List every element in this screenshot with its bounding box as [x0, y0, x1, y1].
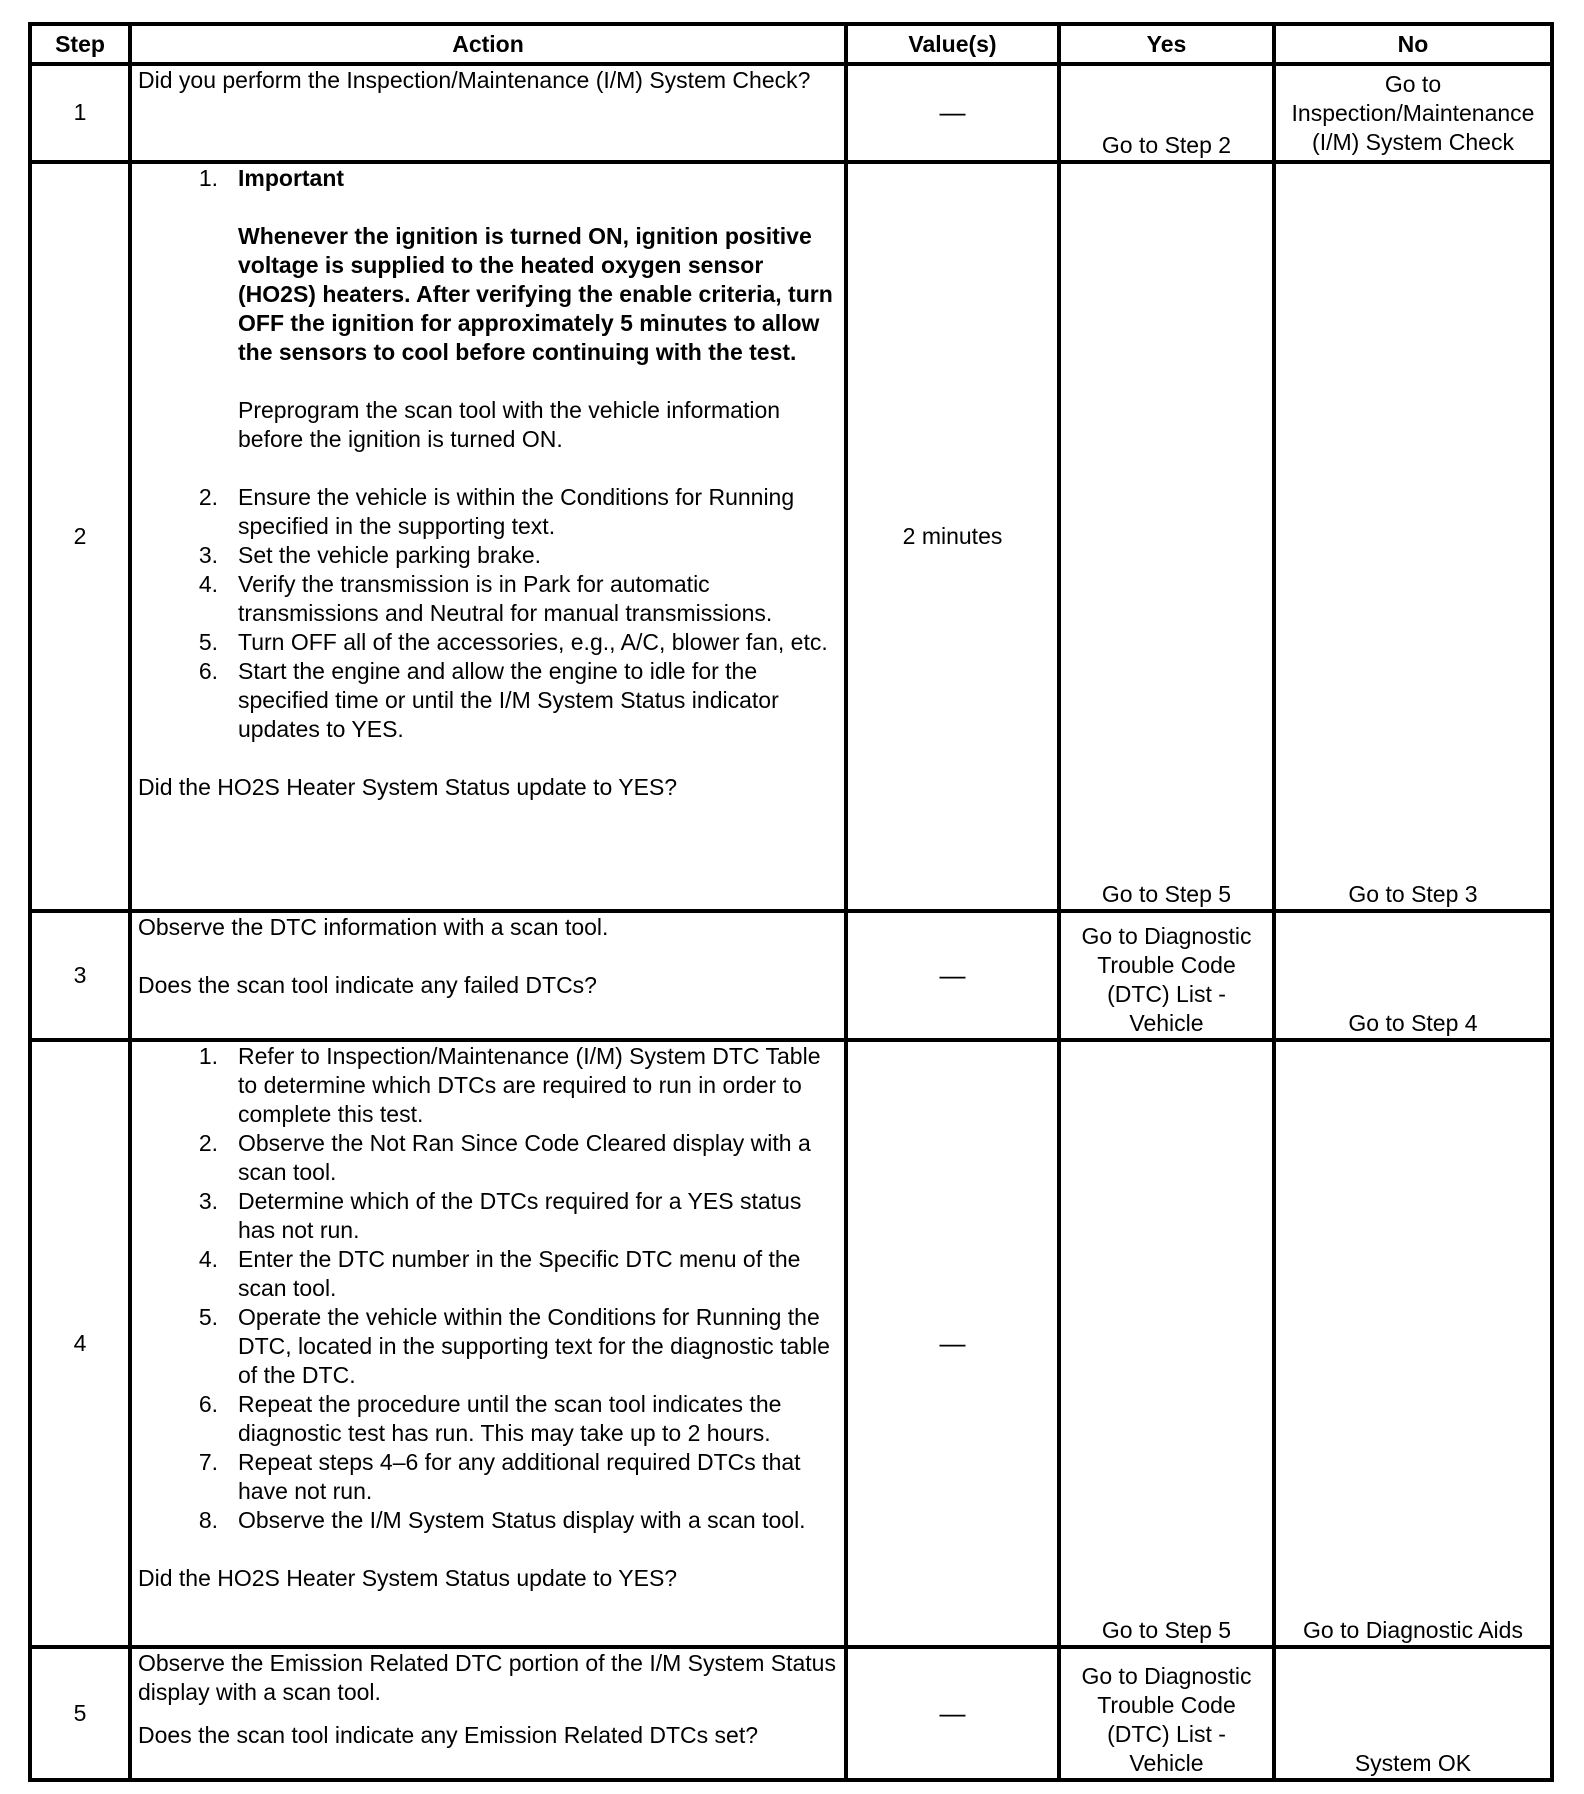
list-number: 3. — [198, 1187, 218, 1214]
list-number: 4. — [198, 570, 218, 597]
list-item — [138, 570, 838, 628]
list-item — [138, 1448, 838, 1506]
spacer — [138, 1535, 838, 1564]
procedure-list — [138, 1042, 838, 1535]
action-text: Observe the DTC information with a scan tool. — [138, 914, 609, 941]
important-label: Important — [238, 164, 345, 191]
list-number: 3. — [198, 541, 218, 568]
list-number: 4. — [198, 1245, 218, 1272]
table-row — [30, 911, 1552, 1040]
no-cell: Go to Inspection/Maintenance (I/M) System Check — [1274, 64, 1552, 162]
list-item — [138, 1042, 838, 1129]
action-cell — [130, 162, 846, 911]
list-text: Set the vehicle parking brake. — [238, 541, 542, 568]
no-cell: Go to Diagnostic Aids — [1274, 1040, 1552, 1647]
step-number: 3 — [30, 911, 130, 1040]
list-text: Observe the I/M System Status display with a scan tool. — [238, 1506, 806, 1533]
list-number: 7. — [198, 1448, 218, 1475]
step-number: 2 — [30, 162, 130, 911]
list-item — [138, 657, 838, 744]
spacer — [138, 744, 838, 773]
list-text: Turn OFF all of the accessories, e.g., A/C, blower fan, etc. — [238, 628, 828, 655]
list-number: 5. — [198, 628, 218, 655]
yes-cell: Go to Step 5 — [1059, 1040, 1274, 1647]
action-cell — [130, 1040, 846, 1647]
list-number: 1. — [198, 1042, 218, 1069]
list-text: Determine which of the DTCs required for a YES status has not run. — [238, 1187, 802, 1243]
list-number: 6. — [198, 657, 218, 684]
important-text: Whenever the ignition is turned ON, ignition positive voltage is supplied to the heated oxygen sensor (HO2S) heaters. After verifying the enable criteria, turn OFF the ignition for approximately 5 minutes to allow the sensors to cool before continuing with the test. — [238, 222, 833, 365]
action-cell — [130, 64, 846, 162]
list-number: 2. — [198, 483, 218, 510]
value-cell: — — [846, 911, 1059, 1040]
action-text: Observe the Emission Related DTC portion of the I/M System Status display with a scan tool. — [138, 1650, 836, 1706]
list-number: 2. — [198, 1129, 218, 1156]
header-step: Step — [30, 24, 130, 64]
list-item — [138, 541, 838, 570]
list-text: Ensure the vehicle is within the Conditions for Running specified in the supporting text. — [238, 483, 795, 539]
table-row — [30, 162, 1552, 911]
header-yes: Yes — [1059, 24, 1274, 64]
question-text: Does the scan tool indicate any failed DTCs? — [138, 972, 597, 999]
spacer — [138, 1707, 838, 1721]
yes-cell: Go to Diagnostic Trouble Code (DTC) List - Vehicle — [1059, 911, 1274, 1040]
list-text: Repeat steps 4–6 for any additional required DTCs that have not run. — [238, 1448, 801, 1504]
list-text: Refer to Inspection/Maintenance (I/M) System DTC Table to determine which DTCs are required to run in order to complete this test. — [238, 1042, 821, 1127]
list-item — [138, 1506, 838, 1535]
value-cell: — — [846, 64, 1059, 162]
question-text: Does the scan tool indicate any Emission Related DTCs set? — [138, 1722, 759, 1749]
list-text: Verify the transmission is in Park for automatic transmissions and Neutral for manual transmissions. — [238, 570, 773, 626]
spacer — [238, 454, 838, 483]
procedure-list — [138, 164, 838, 744]
header-row — [30, 24, 1552, 64]
table-row — [30, 64, 1552, 162]
no-cell: Go to Step 4 — [1274, 911, 1552, 1040]
step-number: 4 — [30, 1040, 130, 1647]
list-item — [138, 628, 838, 657]
list-item — [138, 164, 838, 483]
list-number: 6. — [198, 1390, 218, 1417]
yes-cell: Go to Step 5 — [1059, 162, 1274, 911]
value-cell: — — [846, 1040, 1059, 1647]
table-row — [30, 1040, 1552, 1647]
yes-cell: Go to Step 2 — [1059, 64, 1274, 162]
value-cell: 2 minutes — [846, 162, 1059, 911]
yes-cell: Go to Diagnostic Trouble Code (DTC) List - Vehicle — [1059, 1647, 1274, 1780]
list-item — [138, 1303, 838, 1390]
list-text: Observe the Not Ran Since Code Cleared display with a scan tool. — [238, 1129, 811, 1185]
list-item — [138, 483, 838, 541]
table-row — [30, 1647, 1552, 1780]
diagnostic-table — [28, 22, 1554, 1782]
no-cell: Go to Step 3 — [1274, 162, 1552, 911]
action-text: Did you perform the Inspection/Maintenance (I/M) System Check? — [138, 67, 811, 94]
list-number: 5. — [198, 1303, 218, 1330]
header-values: Value(s) — [846, 24, 1059, 64]
spacer — [238, 367, 838, 396]
list-item — [138, 1245, 838, 1303]
list-text: Start the engine and allow the engine to idle for the specified time or until the I/M System Status indicator updates to YES. — [238, 657, 779, 742]
no-cell: System OK — [1274, 1647, 1552, 1780]
list-number: 1. — [198, 164, 218, 191]
spacer — [138, 942, 838, 971]
spacer — [238, 193, 838, 222]
value-cell: — — [846, 1647, 1059, 1780]
list-number: 8. — [198, 1506, 218, 1533]
step-number: 5 — [30, 1647, 130, 1780]
list-item — [138, 1129, 838, 1187]
note-text: Preprogram the scan tool with the vehicle information before the ignition is turned ON. — [238, 396, 781, 452]
list-item — [138, 1390, 838, 1448]
header-no: No — [1274, 24, 1552, 64]
action-cell — [130, 1647, 846, 1780]
question-text: Did the HO2S Heater System Status update to YES? — [138, 773, 678, 800]
action-cell — [130, 911, 846, 1040]
list-text: Enter the DTC number in the Specific DTC menu of the scan tool. — [238, 1245, 801, 1301]
list-text: Repeat the procedure until the scan tool indicates the diagnostic test has run. This may take up to 2 hours. — [238, 1390, 782, 1446]
step-number: 1 — [30, 64, 130, 162]
header-action: Action — [130, 24, 846, 64]
list-item — [138, 1187, 838, 1245]
question-text: Did the HO2S Heater System Status update to YES? — [138, 1564, 678, 1591]
list-text: Operate the vehicle within the Conditions for Running the DTC, located in the supporting text for the diagnostic table of the DTC. — [238, 1303, 830, 1388]
